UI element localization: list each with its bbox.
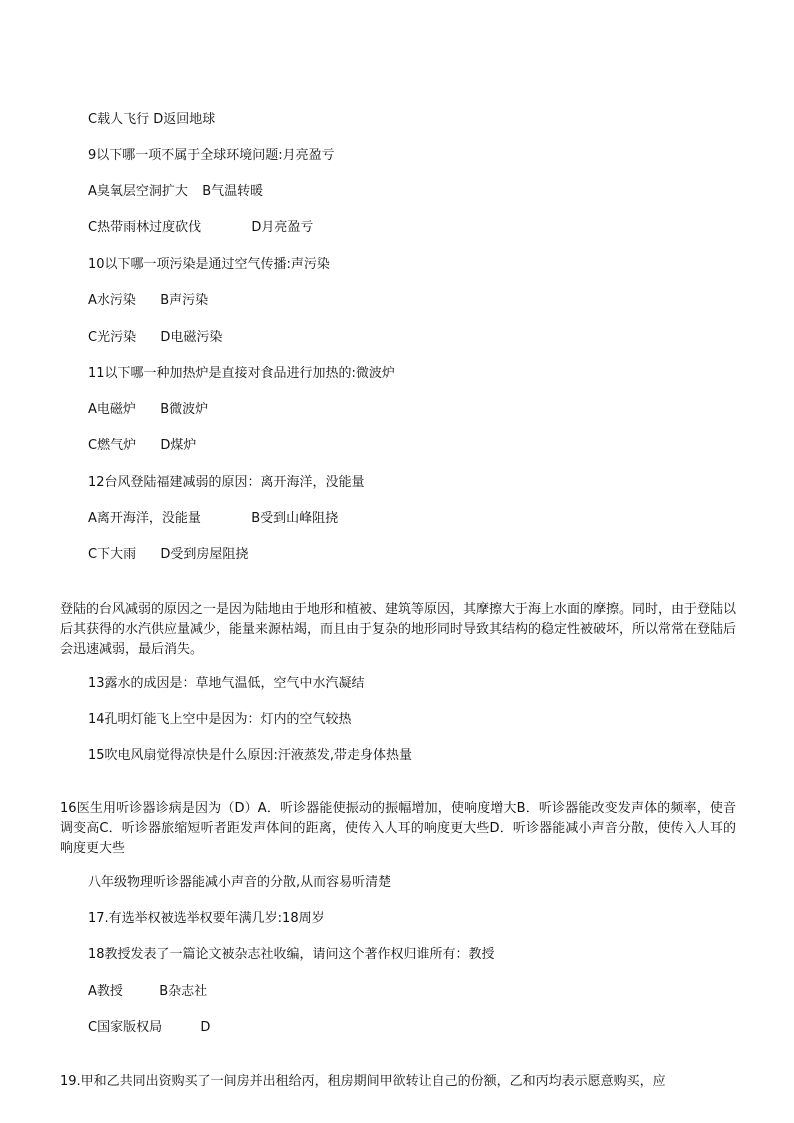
question-18 [88, 947, 495, 963]
option-line-q10-cd [88, 330, 222, 346]
option-c: C热带雨林过度砍伐 [88, 220, 202, 235]
option-d: D月亮盈亏 [251, 220, 314, 235]
note-stethoscope [88, 875, 391, 891]
option-b: B杂志社 [159, 984, 208, 999]
question-text: 13露水的成因是：草地气温低，空气中水汽凝结 [88, 676, 365, 691]
question-12 [88, 475, 365, 491]
option-d: D煤炉 [160, 438, 197, 453]
option-line-q11-ab [88, 402, 208, 418]
option-line-q12-ab [88, 511, 338, 527]
option-text: C载人飞行 D返回地球 [88, 112, 216, 127]
question-19 [60, 1074, 666, 1090]
option-c: C光污染 [88, 330, 137, 345]
option-a: A水污染 [88, 293, 136, 308]
option-b: B受到山峰阻挠 [251, 511, 339, 526]
option-c: C国家版权局 [88, 1020, 163, 1035]
option-d: D电磁污染 [160, 330, 223, 345]
question-11 [88, 366, 395, 382]
question-text: 18教授发表了一篇论文被杂志社收编，请问这个著作权归谁所有：教授 [88, 947, 495, 962]
question-text: 9以下哪一项不属于全球环境问题:月亮盈亏 [88, 148, 335, 163]
question-text: 17.有选举权被选举权要年满几岁:18周岁 [88, 911, 325, 926]
option-line-q18-ab [88, 984, 207, 1000]
option-b: B声污染 [160, 293, 209, 308]
question-15 [88, 748, 412, 764]
question-10 [88, 257, 330, 273]
question-17 [88, 911, 325, 927]
option-line-q9-cd [88, 220, 313, 236]
option-a: A臭氧层空洞扩大 [88, 184, 188, 199]
question-16-paragraph: 16医生用听诊器诊病是因为（D）A．听诊器能使振动的振幅增加，使响度增大B．听诊器能改变发声体的频率，使音调变高C．听诊器旅缩短听者距发声体间的距离，使传入人耳的响度更大些D．听诊器能减小声音分散，使传入人耳的响度更大些 [60, 801, 736, 856]
option-b: B微波炉 [160, 402, 209, 417]
option-a: A教授 [88, 984, 123, 999]
option-line-q18-cd [88, 1020, 210, 1036]
question-text: 15吹电风扇觉得凉快是什么原因:汗液蒸发,带走身体热量 [88, 748, 413, 763]
option-d: D [200, 1020, 211, 1035]
option-a: A电磁炉 [88, 402, 136, 417]
option-line-q12-cd [88, 547, 248, 563]
question-text: 12台风登陆福建减弱的原因：离开海洋，没能量 [88, 475, 365, 490]
option-line-q8-cd [88, 112, 215, 128]
option-line-q10-ab [88, 293, 208, 309]
note-text: 八年级物理听诊器能减小声音的分散,从而容易听清楚 [88, 875, 392, 890]
option-c: C下大雨 [88, 547, 137, 562]
option-c: C燃气炉 [88, 438, 137, 453]
question-text: 10以下哪一项污染是通过空气传播:声污染 [88, 257, 330, 272]
option-a: A离开海洋，没能量 [88, 511, 201, 526]
explanation-paragraph-typhoon: 登陆的台风减弱的原因之一是因为陆地由于地形和植被、建筑等原因，其摩擦大于海上水面的摩擦。同时，由于登陆以后其获得的水汽供应量减少，能量来源枯竭，而且由于复杂的地形同时导致其结构的稳定性被破坏，所以常常在登陆后会迅速减弱，最后消失。 [60, 602, 737, 657]
option-d: D受到房屋阻挠 [160, 547, 249, 562]
question-text: 14孔明灯能飞上空中是因为：灯内的空气较热 [88, 712, 352, 727]
option-b: B气温转暖 [202, 184, 264, 199]
question-13 [88, 676, 365, 692]
question-14 [88, 712, 352, 728]
option-line-q11-cd [88, 438, 196, 454]
question-9 [88, 148, 335, 164]
option-line-q9-ab [88, 184, 263, 200]
question-text: 19.甲和乙共同出资购买了一间房并出租给丙，租房期间甲欲转让自己的份额，乙和丙均表示愿意购买，应 [60, 1074, 666, 1089]
question-text: 11以下哪一种加热炉是直接对食品进行加热的:微波炉 [88, 366, 395, 381]
